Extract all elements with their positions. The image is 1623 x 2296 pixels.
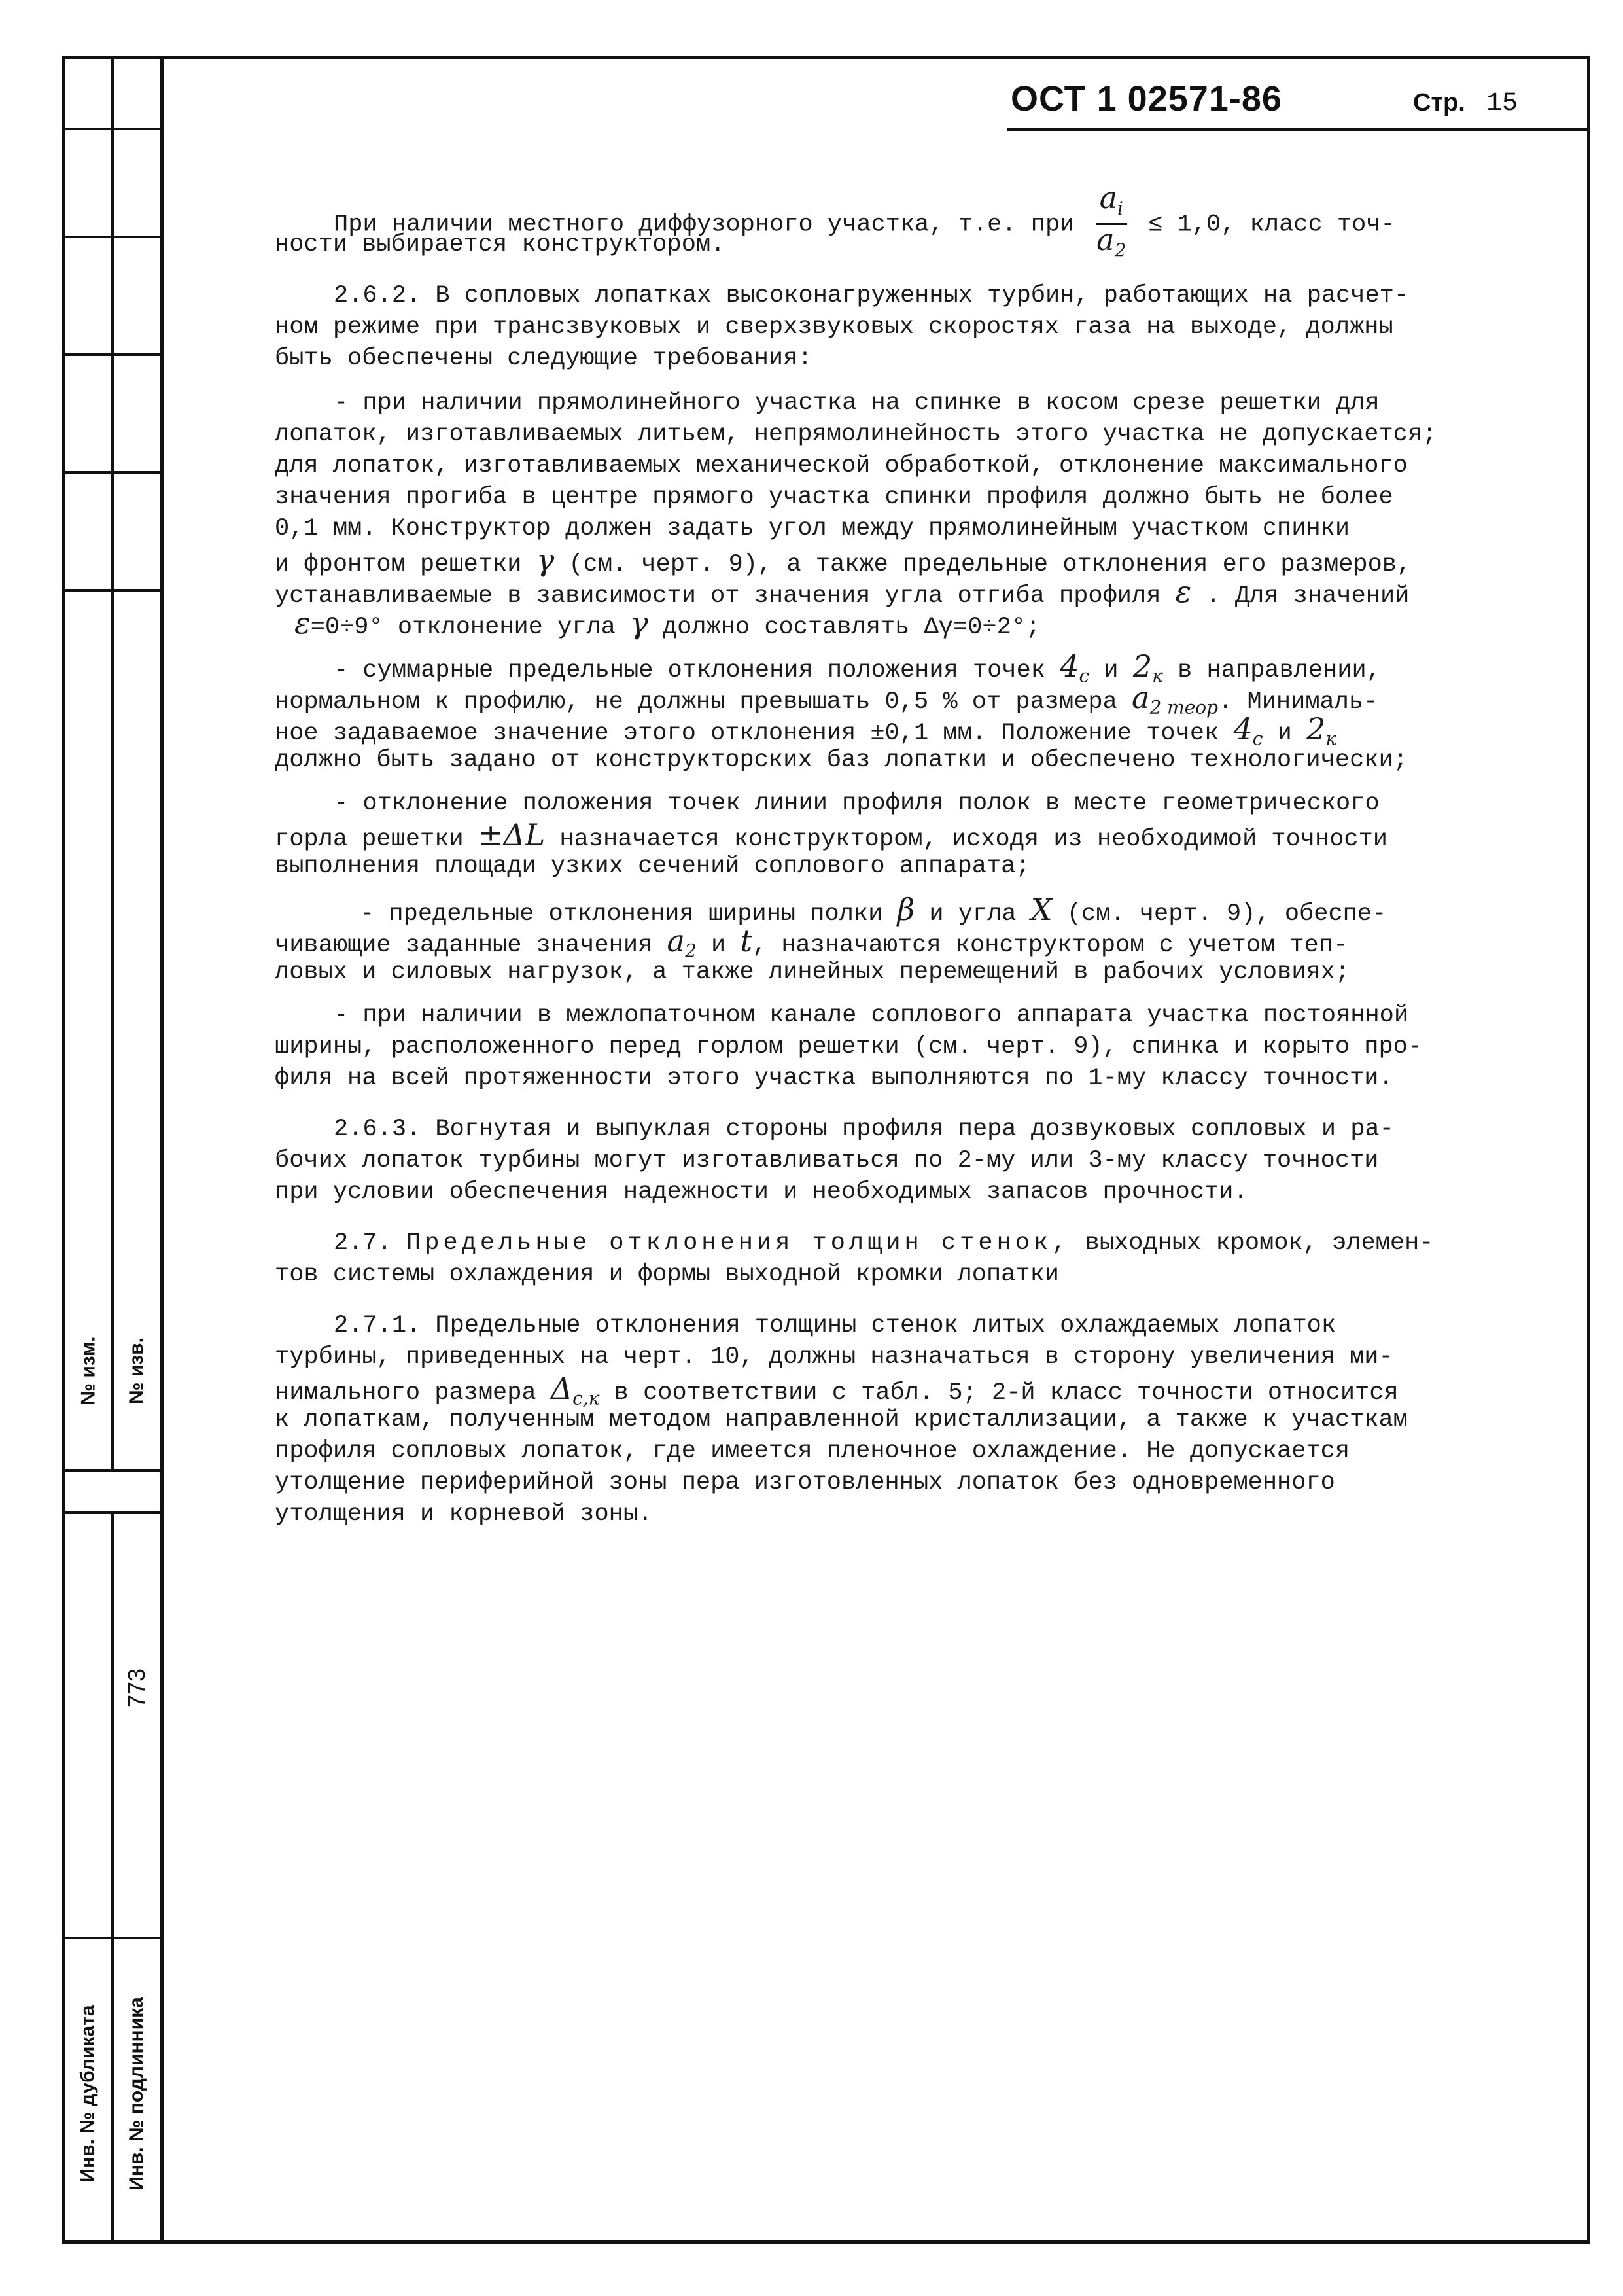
text-line: должно быть задано от конструкторских баз лопатки и обеспечено технологически;	[275, 747, 1408, 774]
epsilon-symbol: ε	[1175, 574, 1192, 609]
strip-line	[62, 1511, 160, 1514]
text-line: нормальном к профилю, не должны превышать 0,5 % от размера $a_{2 теор}$. Минималь-	[275, 680, 1378, 718]
text-line: ном режиме при трансзвуковых и сверхзвуковых скоростях газа на выходе, должны	[275, 313, 1393, 341]
strip-line	[62, 589, 160, 592]
text-line: ε=0÷9° отклонение угла γ должно составлять Δγ=0÷2°;	[294, 605, 1041, 641]
text-line: тов системы охлаждения и формы выходной кромки лопатки	[275, 1261, 1059, 1288]
strip-line	[62, 353, 160, 356]
text-line: филя на всей протяженности этого участка выполняются по 1-му классу точности.	[275, 1065, 1393, 1092]
delta-l-symbol: ±ΔL	[478, 817, 546, 853]
text-line: профиля сопловых лопаток, где имеется пленочное охлаждение. Не допускается	[275, 1438, 1350, 1465]
text-line: быть обеспечены следующие требования:	[275, 345, 812, 372]
izm-label: № изм.	[77, 1336, 99, 1405]
gamma-symbol: γ	[536, 542, 555, 578]
bullet-item: - при наличии прямолинейного участка на спинке в косом срезе решетки для	[334, 389, 1380, 417]
podlinnik-label: Инв. № подлинника	[126, 1997, 148, 2191]
inventory-number: 773	[122, 1668, 150, 1708]
strip-line	[62, 128, 160, 130]
text-line: ловых и силовых нагрузок, а также линейных перемещений в рабочих условиях;	[275, 959, 1350, 986]
text-line: утолщение периферийной зоны пера изготовленных лопаток без одновременного	[275, 1469, 1335, 1496]
text-line: нимального размера $\Delta_{с,к}$ в соответствии с табл. 5; 2-й класс точности относится	[275, 1371, 1399, 1409]
document-body	[275, 180, 1537, 1530]
text-line: 0,1 мм. Конструктор должен задать угол между прямолинейным участком спинки	[275, 515, 1350, 542]
text-line: для лопаток, изготавливаемых механической обработкой, отклонение максимального	[275, 452, 1408, 480]
text-line: и фронтом решетки γ (см. черт. 9), а также предельные отклонения его размеров,	[275, 542, 1412, 578]
text-line: чивающие заданные значения $a_2$ и t, назначаются конструктором с учетом теп-	[275, 923, 1348, 962]
header-rule	[1007, 128, 1590, 131]
text-line: утолщения и корневой зоны.	[275, 1500, 653, 1528]
page-number: 15	[1486, 89, 1518, 118]
gamma-symbol: γ	[630, 605, 648, 641]
paragraph-2-7-1: 2.7.1. Предельные отклонения толщины стенок литых охлаждаемых лопаток	[334, 1312, 1336, 1339]
bullet-item: - отклонение положения точек линии профиля полок в месте геометрического	[334, 790, 1380, 817]
text-line: ности выбирается конструктором.	[275, 231, 725, 258]
beta-symbol: β	[897, 892, 915, 927]
paragraph-2-6-2: 2.6.2. В сопловых лопатках высоконагруженных турбин, работающих на расчет-	[334, 282, 1409, 309]
epsilon-symbol: ε	[294, 605, 311, 641]
text-line: бочих лопаток турбины могут изготавливаться по 2-му или 3-му классу точности	[275, 1147, 1379, 1174]
document-code: ОСТ 1 02571-86	[1011, 79, 1282, 118]
fraction: $\frac{a_i}{a_2}$	[1096, 180, 1126, 262]
bullet-item: - суммарные предельные отклонения положения точек $4_c$ и $2_к$ в направлении,	[334, 648, 1381, 687]
strip-line	[62, 1937, 160, 1939]
section-heading-2-7: 2.7. Предельные отклонения толщин стенок, выходных кромок, элемен-	[334, 1229, 1434, 1257]
page-label: Стр.	[1413, 89, 1465, 116]
text-line: при условии обеспечения надежности и необходимых запасов прочности.	[275, 1178, 1248, 1206]
strip-divider-top	[111, 56, 114, 1469]
text-line: к лопаткам, полученным методом направленной кристаллизации, а также к участкам	[275, 1406, 1408, 1434]
text-line: горла решетки ±ΔL назначается конструктором, исходя из необходимой точности	[275, 817, 1388, 853]
text-line: значения прогиба в центре прямого участка спинки профиля должно быть не более	[275, 484, 1393, 511]
text-line: выполнения площади узких сечений соплового аппарата;	[275, 853, 1030, 880]
bullet-item: - предельные отклонения ширины полки β и угла X (см. черт. 9), обеспе-	[360, 892, 1387, 928]
strip-line	[62, 1469, 160, 1472]
bullet-item: - при наличии в межлопаточном канале соплового аппарата участка постоянной	[334, 1002, 1409, 1029]
strip-line	[62, 471, 160, 474]
strip-line	[62, 236, 160, 238]
text-line: При наличии местного диффузорного участка, т.е. при $\frac{a_i}{a_2}$ ≤ 1,0, класс точ-	[275, 183, 1537, 229]
paragraph-2-6-3: 2.6.3. Вогнутая и выпуклая стороны профиля пера дозвуковых сопловых и ра-	[334, 1116, 1394, 1143]
izv-label: № изв.	[126, 1337, 148, 1404]
text-line: лопаток, изготавливаемых литьем, непрямолинейность этого участка не допускается;	[275, 421, 1437, 448]
text-line: турбины, приведенных на черт. 10, должны назначаться в сторону увеличения ми-	[275, 1343, 1393, 1371]
chi-symbol: X	[1030, 892, 1053, 927]
dublikat-label: Инв. № дубликата	[77, 2005, 99, 2183]
text-line: ширины, расположенного перед горлом решетки (см. черт. 9), спинка и корыто про-	[275, 1033, 1423, 1061]
text-line: ное задаваемое значение этого отклонения ±0,1 мм. Положение точек $4_c$ и $2_к$	[275, 711, 1337, 750]
text-line: устанавливаемые в зависимости от значения угла отгиба профиля ε . Для значений	[275, 574, 1410, 610]
